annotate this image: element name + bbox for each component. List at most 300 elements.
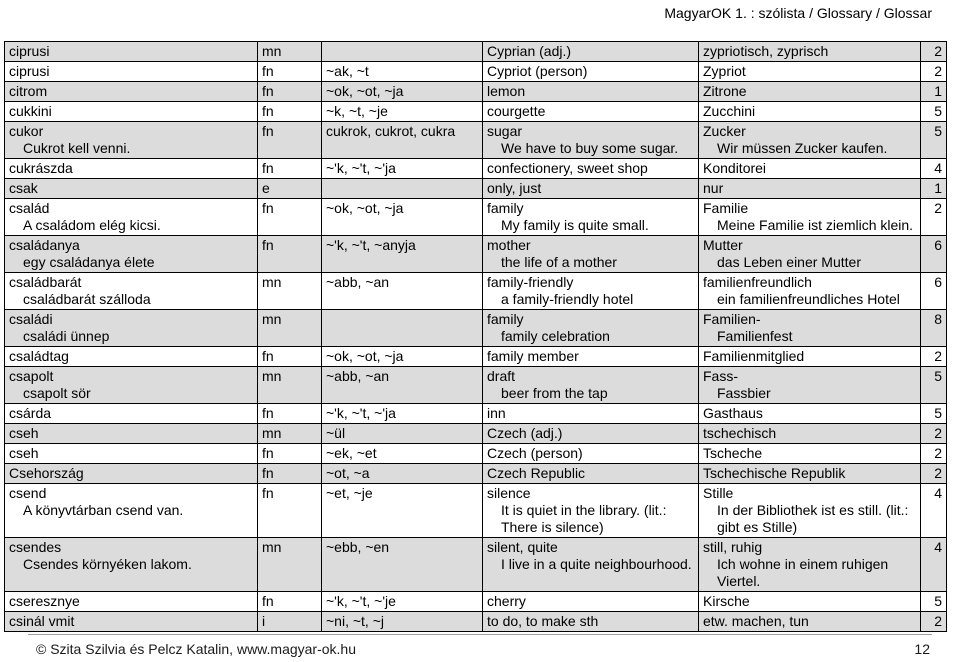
hungarian-text: családi [9,311,53,327]
hungarian-cell [5,612,258,632]
hungarian-text: cukkini [9,103,52,119]
glossary-table [4,41,947,632]
frequency-cell [921,484,947,538]
german-text: tschechisch [703,425,777,441]
part-of-speech-cell [258,102,322,122]
frequency-text: 2 [934,445,942,461]
german-cell [699,159,921,179]
table-row [5,444,947,464]
frequency-text: 2 [934,63,942,79]
word-forms-text: ~abb, ~an [326,274,390,290]
frequency-text: 1 [934,180,942,196]
english-cell [483,367,699,404]
part-of-speech-cell [258,236,322,273]
hungarian-cell [5,179,258,199]
part-of-speech-text: mn [262,274,282,290]
page-number: 12 [914,641,930,657]
frequency-cell [921,122,947,159]
part-of-speech-cell [258,484,322,538]
example-text: A családom elég kicsi. [23,217,161,233]
frequency-text: 5 [934,123,942,139]
english-cell [483,199,699,236]
hungarian-text: csapolt [9,368,54,384]
frequency-cell [921,199,947,236]
english-cell [483,612,699,632]
example-text: A könyvtárban csend van. [23,502,184,518]
page-header: MagyarOK 1. : szólista / Glossary / Glossar [664,5,932,21]
frequency-cell [921,612,947,632]
english-cell [483,102,699,122]
part-of-speech-cell [258,310,322,347]
word-forms-cell [322,484,483,538]
german-text: still, ruhig [703,539,763,555]
example-text: family celebration [501,328,610,344]
english-text: inn [487,405,506,421]
word-forms-text: ~ek, ~et [326,445,377,461]
hungarian-cell [5,424,258,444]
example-text: Meine Familie ist ziemlich klein. [717,217,914,233]
frequency-text: 4 [934,485,942,501]
frequency-cell [921,464,947,484]
table-row [5,538,947,592]
example-text: ein familienfreundliches Hotel [717,291,900,307]
german-cell [699,424,921,444]
english-text: only, just [487,180,542,196]
part-of-speech-cell [258,62,322,82]
german-text: Zypriot [703,63,746,79]
word-forms-text: ~et, ~je [326,485,373,501]
german-cell [699,484,921,538]
table-row [5,236,947,273]
hungarian-text: cukor [9,123,44,139]
english-cell [483,82,699,102]
frequency-text: 2 [934,465,942,481]
word-forms-text: ~k, ~t, ~je [326,103,388,119]
word-forms-cell [322,464,483,484]
frequency-text: 2 [934,43,942,59]
english-cell [483,424,699,444]
part-of-speech-text: mn [262,311,282,327]
german-cell [699,367,921,404]
german-cell [699,538,921,592]
part-of-speech-cell [258,424,322,444]
german-cell [699,62,921,82]
table-row [5,592,947,612]
table-row [5,310,947,347]
german-text: Zitrone [703,83,747,99]
german-cell [699,199,921,236]
english-text: family member [487,348,579,364]
word-forms-text: ~'k, ~'t, ~'ja [326,405,396,421]
example-text: a family-friendly hotel [501,291,634,307]
german-text: Stille [703,485,734,501]
english-text: sugar [487,123,523,139]
english-cell [483,347,699,367]
table-row [5,347,947,367]
frequency-cell [921,404,947,424]
word-forms-cell [322,236,483,273]
word-forms-text: ~ak, ~t [326,63,369,79]
part-of-speech-text: e [262,180,270,196]
part-of-speech-cell [258,179,322,199]
part-of-speech-text: fn [262,593,274,609]
example-text: Csendes környéken lakom. [23,556,192,572]
word-forms-cell [322,367,483,404]
hungarian-cell [5,122,258,159]
frequency-cell [921,62,947,82]
hungarian-cell [5,159,258,179]
english-cell [483,236,699,273]
hungarian-text: családanya [9,237,80,253]
table-row [5,424,947,444]
hungarian-cell [5,102,258,122]
hungarian-text: ciprusi [9,63,50,79]
example-text: családi ünnep [23,328,110,344]
table-row [5,199,947,236]
part-of-speech-text: fn [262,103,274,119]
word-forms-text: ~'k, ~'t, ~anyja [326,237,416,253]
german-text: Familienmitglied [703,348,805,364]
part-of-speech-cell [258,444,322,464]
german-cell [699,444,921,464]
part-of-speech-cell [258,538,322,592]
hungarian-text: cukrászda [9,160,73,176]
word-forms-cell [322,538,483,592]
english-text: to do, to make sth [487,613,599,629]
word-forms-cell [322,310,483,347]
english-text: family [487,311,524,327]
word-forms-text: ~ok, ~ot, ~ja [326,83,404,99]
english-text: Czech (adj.) [487,425,563,441]
german-text: Zucker [703,123,746,139]
german-text: Familie [703,200,749,216]
hungarian-text: cseh [9,425,39,441]
table-row [5,122,947,159]
table-row [5,367,947,404]
table-row [5,102,947,122]
german-cell [699,273,921,310]
english-text: draft [487,368,516,384]
table-row [5,273,947,310]
part-of-speech-cell [258,347,322,367]
frequency-cell [921,424,947,444]
part-of-speech-cell [258,404,322,424]
part-of-speech-text: mn [262,43,282,59]
word-forms-text: ~abb, ~an [326,368,390,384]
hungarian-cell [5,538,258,592]
english-text: confectionery, sweet shop [487,160,648,176]
example-text: Fassbier [717,385,771,401]
german-cell [699,464,921,484]
frequency-cell [921,273,947,310]
hungarian-cell [5,367,258,404]
word-forms-text: ~ot, ~a [326,465,370,481]
frequency-cell [921,102,947,122]
part-of-speech-cell [258,159,322,179]
german-text: etw. machen, tun [703,613,809,629]
table-row [5,179,947,199]
word-forms-text: ~ni, ~t, ~j [326,613,384,629]
word-forms-text: ~'k, ~'t, ~'ja [326,160,396,176]
frequency-text: 6 [934,274,942,290]
hungarian-cell [5,310,258,347]
word-forms-cell [322,42,483,62]
english-cell [483,179,699,199]
word-forms-text: ~ebb, ~en [326,539,390,555]
word-forms-text: ~ül [326,425,346,441]
german-cell [699,310,921,347]
english-cell [483,444,699,464]
table-row [5,404,947,424]
glossary-body [5,42,947,632]
frequency-text: 5 [934,405,942,421]
part-of-speech-cell [258,82,322,102]
english-text: courgette [487,103,546,119]
example-text: We have to buy some sugar. [501,140,679,156]
part-of-speech-text: fn [262,83,274,99]
word-forms-cell [322,444,483,464]
english-cell [483,464,699,484]
frequency-text: 2 [934,348,942,364]
english-text: silence [487,485,531,501]
example-text: It is quiet in the library. (lit.: There is silence) [501,502,667,535]
table-row [5,484,947,538]
english-cell [483,592,699,612]
table-row [5,82,947,102]
hungarian-cell [5,236,258,273]
frequency-text: 4 [934,160,942,176]
german-cell [699,347,921,367]
german-text: Tschechische Republik [703,465,846,481]
part-of-speech-cell [258,612,322,632]
german-cell [699,179,921,199]
part-of-speech-cell [258,464,322,484]
example-text: Cukrot kell venni. [23,140,131,156]
english-text: Cyprian (adj.) [487,43,572,59]
example-text: családbarát szálloda [23,291,151,307]
english-text: Cypriot (person) [487,63,588,79]
english-cell [483,42,699,62]
frequency-cell [921,347,947,367]
hungarian-cell [5,62,258,82]
example-text: Wir müssen Zucker kaufen. [717,140,888,156]
frequency-text: 5 [934,593,942,609]
footer-credit [36,641,356,657]
english-cell [483,404,699,424]
hungarian-cell [5,464,258,484]
german-text: Tscheche [703,445,763,461]
part-of-speech-text: i [262,613,266,629]
word-forms-cell [322,179,483,199]
word-forms-cell [322,122,483,159]
frequency-text: 6 [934,237,942,253]
part-of-speech-text: mn [262,425,282,441]
english-cell [483,538,699,592]
german-cell [699,102,921,122]
frequency-text: 1 [934,83,942,99]
table-row [5,464,947,484]
hungarian-cell [5,484,258,538]
english-cell [483,310,699,347]
frequency-text: 2 [934,613,942,629]
german-text: Mutter [703,237,743,253]
example-text: Ich wohne in einem ruhigen Viertel. [717,556,889,589]
hungarian-text: családbarát [9,274,82,290]
word-forms-text: ~ok, ~ot, ~ja [326,348,404,364]
example-text: das Leben einer Mutter [717,254,861,270]
word-forms-text: cukrok, cukrot, cukra [326,123,456,139]
table-row [5,62,947,82]
german-text: familienfreundlich [703,274,812,290]
german-text: Familien- [703,311,761,327]
part-of-speech-cell [258,42,322,62]
german-cell [699,404,921,424]
hungarian-text: citrom [9,83,48,99]
frequency-text: 5 [934,368,942,384]
hungarian-cell [5,444,258,464]
word-forms-cell [322,612,483,632]
frequency-cell [921,444,947,464]
english-text: Czech (person) [487,445,583,461]
english-cell [483,122,699,159]
part-of-speech-cell [258,592,322,612]
example-text: In der Bibliothek ist es still. (lit.: gibt es Stille) [717,502,909,535]
part-of-speech-text: fn [262,123,274,139]
hungarian-cell [5,592,258,612]
german-text: Kirsche [703,593,750,609]
german-text: Konditorei [703,160,767,176]
hungarian-cell [5,42,258,62]
frequency-cell [921,159,947,179]
frequency-text: 2 [934,200,942,216]
german-text: Fass- [703,368,738,384]
part-of-speech-cell [258,199,322,236]
hungarian-text: Csehország [9,465,84,481]
part-of-speech-text: fn [262,200,274,216]
english-text: mother [487,237,531,253]
hungarian-text: csend [9,485,47,501]
german-text: zypriotisch, zyprisch [703,43,829,59]
table-row [5,612,947,632]
english-text: Czech Republic [487,465,586,481]
english-text: family-friendly [487,274,574,290]
part-of-speech-cell [258,273,322,310]
hungarian-cell [5,199,258,236]
frequency-text: 5 [934,103,942,119]
hungarian-text: család [9,200,50,216]
hungarian-text: cseh [9,445,39,461]
part-of-speech-cell [258,122,322,159]
part-of-speech-text: fn [262,405,274,421]
frequency-cell [921,82,947,102]
word-forms-cell [322,273,483,310]
hungarian-cell [5,82,258,102]
part-of-speech-text: fn [262,63,274,79]
copyright-icon: © [36,641,47,657]
english-text: lemon [487,83,526,99]
example-text: beer from the tap [501,385,608,401]
frequency-cell [921,179,947,199]
example-text: Familienfest [717,328,793,344]
hungarian-cell [5,347,258,367]
part-of-speech-text: fn [262,445,274,461]
hungarian-text: családtag [9,348,69,364]
hungarian-text: csendes [9,539,62,555]
german-text: Gasthaus [703,405,763,421]
hungarian-text: cseresznye [9,593,80,609]
frequency-cell [921,592,947,612]
part-of-speech-text: fn [262,348,274,364]
german-text: Zucchini [703,103,756,119]
word-forms-cell [322,102,483,122]
frequency-cell [921,367,947,404]
german-cell [699,236,921,273]
word-forms-cell [322,199,483,236]
german-cell [699,612,921,632]
english-text: cherry [487,593,526,609]
english-cell [483,273,699,310]
part-of-speech-text: fn [262,485,274,501]
example-text: egy családanya élete [23,254,155,270]
part-of-speech-text: fn [262,160,274,176]
frequency-cell [921,42,947,62]
english-cell [483,159,699,179]
word-forms-cell [322,62,483,82]
frequency-cell [921,310,947,347]
word-forms-text: ~'k, ~'t, ~'je [326,593,396,609]
part-of-speech-text: fn [262,237,274,253]
frequency-cell [921,538,947,592]
example-text: the life of a mother [501,254,617,270]
frequency-text: 2 [934,425,942,441]
hungarian-text: csinál vmit [9,613,75,629]
word-forms-cell [322,404,483,424]
part-of-speech-text: mn [262,539,282,555]
footer-divider [28,634,932,635]
english-cell [483,484,699,538]
part-of-speech-text: fn [262,465,274,481]
frequency-cell [921,236,947,273]
english-text: silent, quite [487,539,558,555]
german-cell [699,82,921,102]
table-row [5,42,947,62]
part-of-speech-cell [258,367,322,404]
german-text: nur [703,180,724,196]
word-forms-cell [322,347,483,367]
frequency-text: 8 [934,311,942,327]
example-text: csapolt sör [23,385,91,401]
german-cell [699,592,921,612]
hungarian-text: ciprusi [9,43,50,59]
word-forms-cell [322,424,483,444]
word-forms-cell [322,159,483,179]
english-text: family [487,200,524,216]
example-text: My family is quite small. [501,217,649,233]
hungarian-cell [5,404,258,424]
footer-authors: Szita Szilvia és Pelcz Katalin, www.magyar-ok.hu [50,641,357,657]
word-forms-cell [322,592,483,612]
part-of-speech-text: mn [262,368,282,384]
german-cell [699,42,921,62]
word-forms-text: ~ok, ~ot, ~ja [326,200,404,216]
hungarian-cell [5,273,258,310]
hungarian-text: csak [9,180,38,196]
word-forms-cell [322,82,483,102]
example-text: I live in a quite neighbourhood. [501,556,692,572]
hungarian-text: csárda [9,405,52,421]
frequency-text: 4 [934,539,942,555]
german-cell [699,122,921,159]
